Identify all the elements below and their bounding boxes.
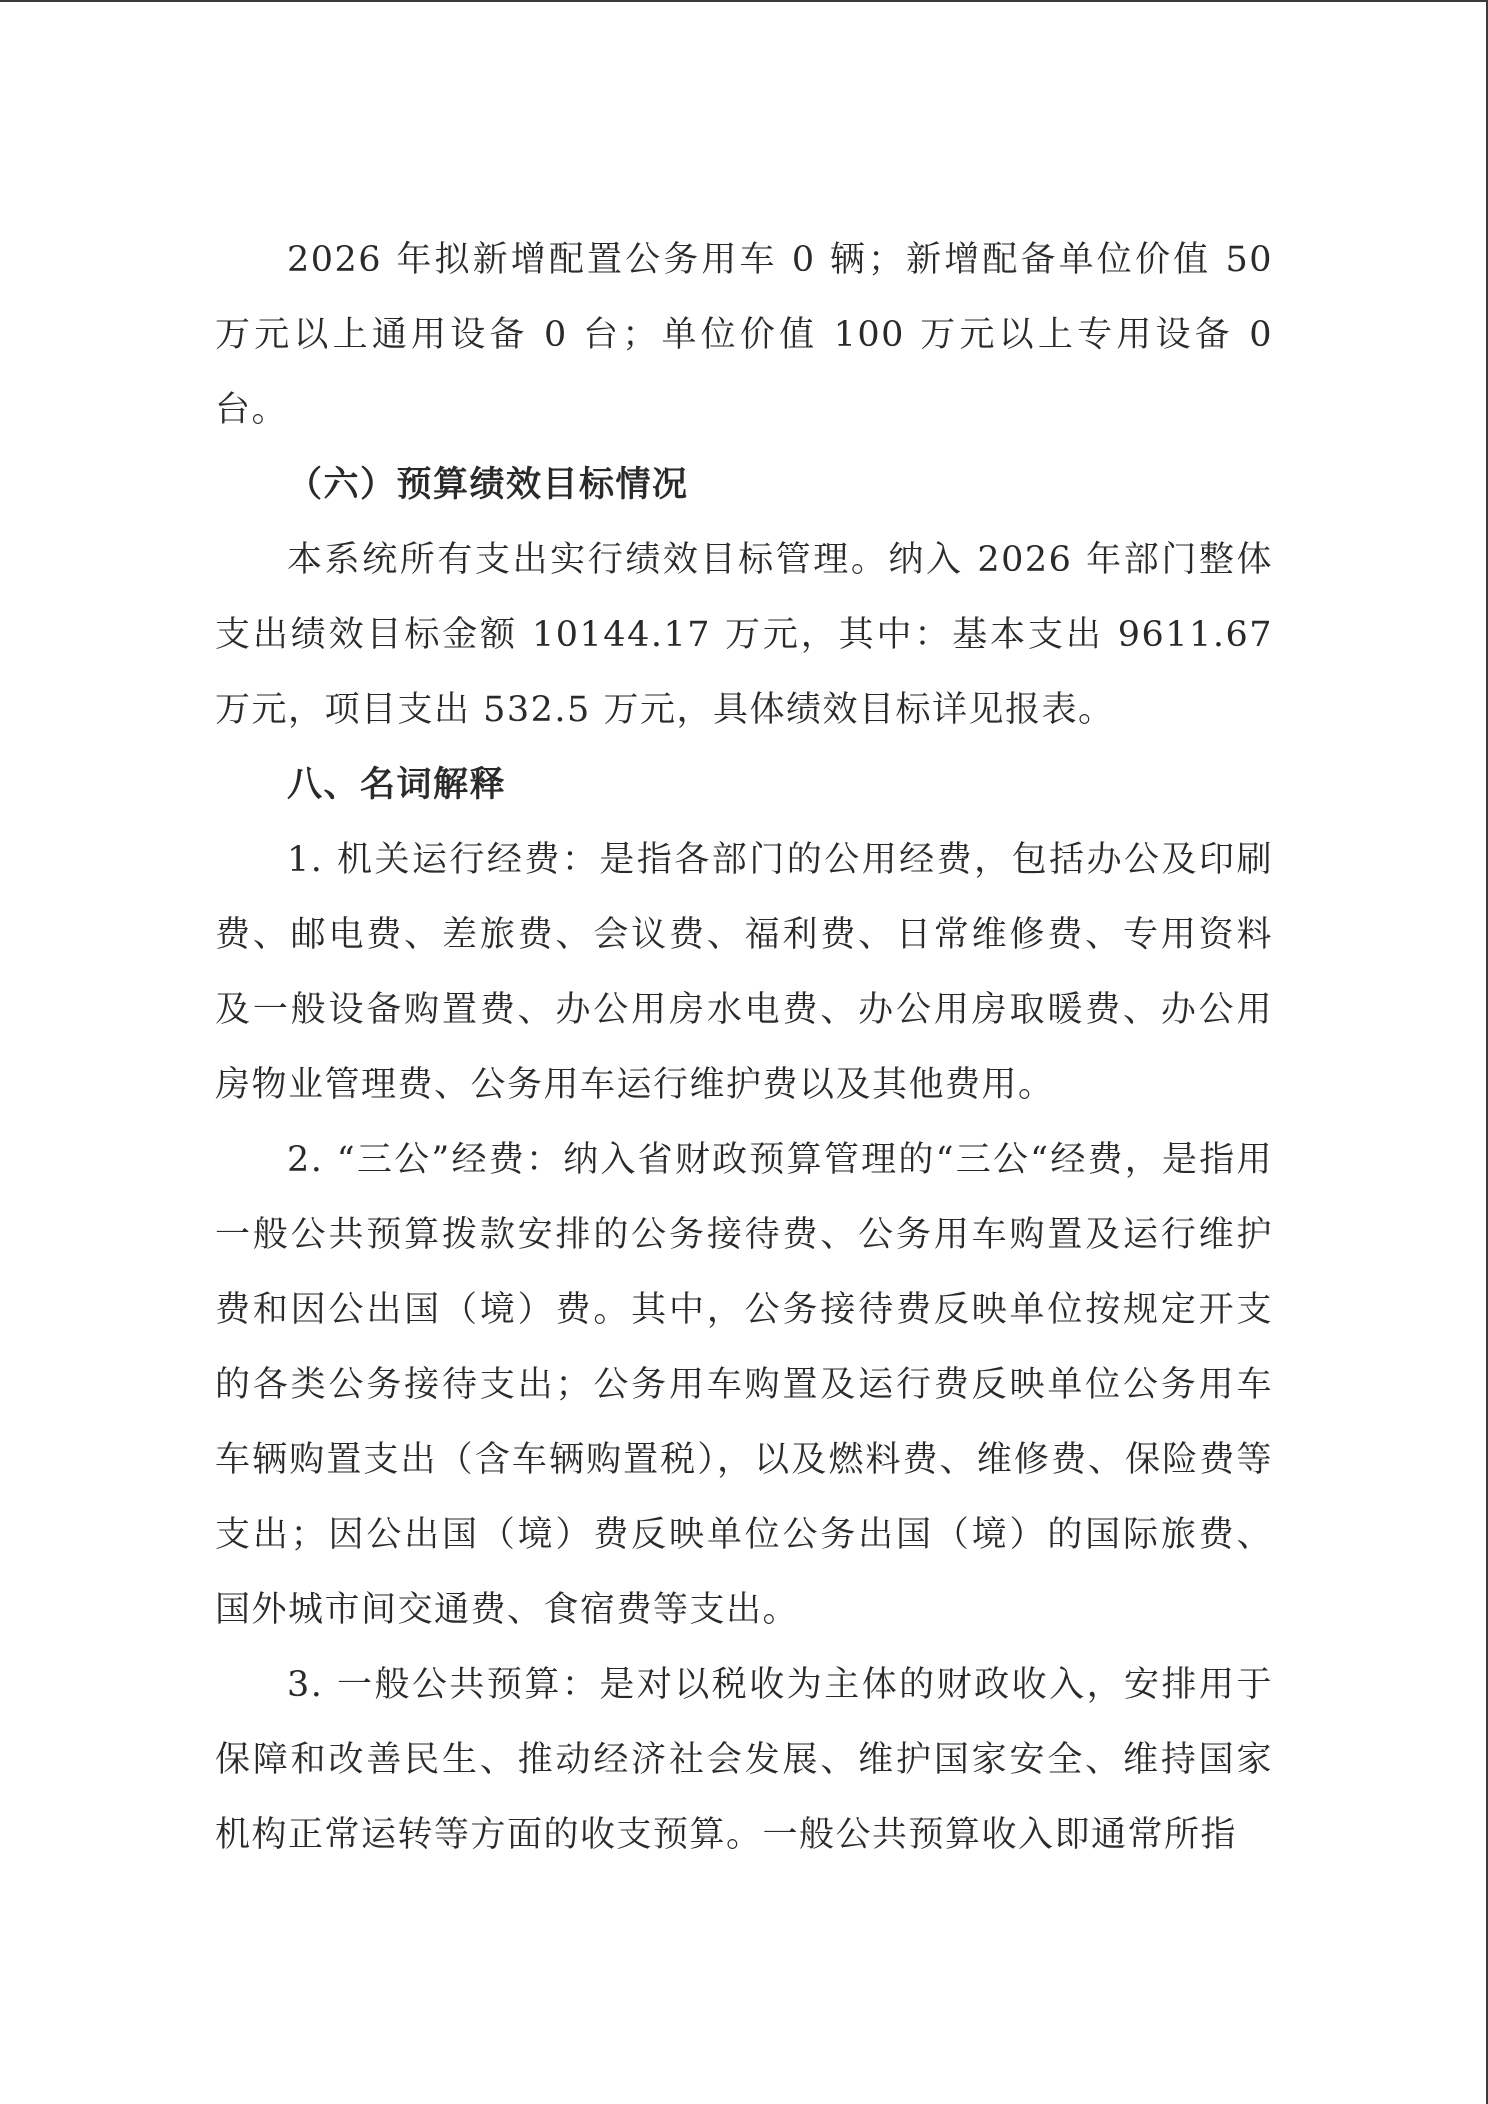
document-body bbox=[215, 223, 1273, 1873]
paragraph-performance-goals: 本系统所有支出实行绩效目标管理。纳入 2026 年部门整体支出绩效目标金额 10144.17 万元，其中：基本支出 9611.67 万元，项目支出 532.5 万元，具体绩效目标详见报表。 bbox=[215, 540, 1273, 730]
paragraph-glossary-operating-funds: 1. 机关运行经费：是指各部门的公用经费，包括办公及印刷费、邮电费、差旅费、会议费、福利费、日常维修费、专用资料及一般设备购置费、办公用房水电费、办公用房取暖费、办公用房物业管理费、公务用车运行维护费以及其他费用。 bbox=[215, 840, 1273, 1105]
page-top-border bbox=[0, 0, 1488, 2]
paragraph-vehicle-equipment: 2026 年拟新增配置公务用车 0 辆；新增配备单位价值 50 万元以上通用设备 0 台；单位价值 100 万元以上专用设备 0 台。 bbox=[215, 240, 1273, 430]
paragraph-glossary-three-public-funds: 2. “三公”经费：纳入省财政预算管理的“三公“经费，是指用一般公共预算拨款安排的公务接待费、公务用车购置及运行维护费和因公出国（境）费。其中，公务接待费反映单位按规定开支的各类公务接待支出；公务用车购置及运行费反映单位公务用车车辆购置支出（含车辆购置税），以及燃料费、维修费、保险费等支出；因公出国（境）费反映单位公务出国（境）的国际旅费、国外城市间交通费、食宿费等支出。 bbox=[215, 1140, 1273, 1630]
section-heading-performance-goals: （六）预算绩效目标情况 bbox=[287, 465, 689, 505]
paragraph-glossary-general-public-budget: 3. 一般公共预算：是对以税收为主体的财政收入，安排用于保障和改善民生、推动经济社会发展、维护国家安全、维持国家机构正常运转等方面的收支预算。一般公共预算收入即通常所指 bbox=[215, 1665, 1273, 1855]
section-heading-glossary: 八、名词解释 bbox=[287, 765, 507, 805]
